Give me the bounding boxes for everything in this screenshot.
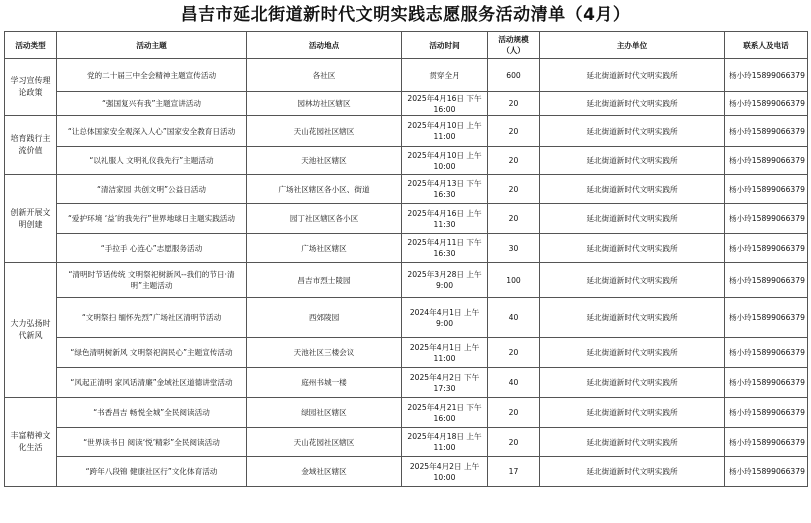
activity-scale-cell: 17 xyxy=(488,457,540,487)
activity-time-cell: 2025年4月13日 下午16:30 xyxy=(402,175,488,204)
header-place: 活动地点 xyxy=(247,32,402,59)
contact-cell: 杨小玲15899066379 xyxy=(725,116,808,147)
activity-theme-cell: “清明时节话传统 文明祭祀树新风--我们的节日·清明”主题活动 xyxy=(57,263,247,298)
table-row xyxy=(5,368,808,398)
contact-cell: 杨小玲15899066379 xyxy=(725,204,808,234)
contact-cell: 杨小玲15899066379 xyxy=(725,398,808,428)
organizer-cell: 延北街道新时代文明实践所 xyxy=(540,92,725,116)
table-row xyxy=(5,428,808,457)
contact-cell: 杨小玲15899066379 xyxy=(725,428,808,457)
activity-theme-cell: “跨年八段锦 健康社区行”文化体育活动 xyxy=(57,457,247,487)
activity-scale-cell: 100 xyxy=(488,263,540,298)
activity-place-cell: 广场社区辖区 xyxy=(247,234,402,263)
activity-time-cell: 2024年4月1日 上午9:00 xyxy=(402,298,488,338)
activity-type-cell: 大力弘扬时代新风 xyxy=(5,263,57,398)
activity-scale-cell: 600 xyxy=(488,59,540,92)
header-theme: 活动主题 xyxy=(57,32,247,59)
contact-cell: 杨小玲15899066379 xyxy=(725,59,808,92)
activity-theme-cell: “世界读书日 阅读‘悦’精彩”全民阅读活动 xyxy=(57,428,247,457)
activity-theme-cell: “书香昌吉 畅悦全城”全民阅读活动 xyxy=(57,398,247,428)
activity-theme-cell: “让总体国家安全观深入人心”国家安全教育日活动 xyxy=(57,116,247,147)
activity-place-cell: 园丁社区辖区各小区 xyxy=(247,204,402,234)
table-row xyxy=(5,263,808,298)
organizer-cell: 延北街道新时代文明实践所 xyxy=(540,204,725,234)
header-organizer: 主办单位 xyxy=(540,32,725,59)
organizer-cell: 延北街道新时代文明实践所 xyxy=(540,234,725,263)
table-row xyxy=(5,457,808,487)
activity-time-cell: 2025年4月11日 下午16:30 xyxy=(402,234,488,263)
contact-cell: 杨小玲15899066379 xyxy=(725,263,808,298)
activity-time-cell: 2025年3月28日 上午9:00 xyxy=(402,263,488,298)
activity-theme-cell: “绿色清明树新风 文明祭祀润民心”主题宣传活动 xyxy=(57,338,247,368)
activity-scale-cell: 20 xyxy=(488,92,540,116)
header-scale: 活动规模（人） xyxy=(488,32,540,59)
activity-place-cell: 广场社区辖区各小区、街道 xyxy=(247,175,402,204)
activity-time-cell: 2025年4月10日 上午10:00 xyxy=(402,147,488,175)
organizer-cell: 延北街道新时代文明实践所 xyxy=(540,338,725,368)
activity-place-cell: 庭州书城一楼 xyxy=(247,368,402,398)
activity-table xyxy=(4,31,808,487)
contact-cell: 杨小玲15899066379 xyxy=(725,147,808,175)
activity-scale-cell: 20 xyxy=(488,204,540,234)
activity-place-cell: 昌吉市烈士陵园 xyxy=(247,263,402,298)
organizer-cell: 延北街道新时代文明实践所 xyxy=(540,59,725,92)
contact-cell: 杨小玲15899066379 xyxy=(725,368,808,398)
activity-type-cell: 学习宣传理论政策 xyxy=(5,59,57,116)
activity-theme-cell: “爱护环境 ‘益’的我先行”世界地球日主题实践活动 xyxy=(57,204,247,234)
activity-type-cell: 创新开展文明创建 xyxy=(5,175,57,263)
header-time: 活动时间 xyxy=(402,32,488,59)
activity-theme-cell: “强国复兴有我”主题宣讲活动 xyxy=(57,92,247,116)
contact-cell: 杨小玲15899066379 xyxy=(725,338,808,368)
contact-cell: 杨小玲15899066379 xyxy=(725,92,808,116)
table-row xyxy=(5,59,808,92)
header-row xyxy=(5,32,808,59)
activity-place-cell: 绿园社区辖区 xyxy=(247,398,402,428)
activity-scale-cell: 20 xyxy=(488,147,540,175)
contact-cell: 杨小玲15899066379 xyxy=(725,234,808,263)
organizer-cell: 延北街道新时代文明实践所 xyxy=(540,368,725,398)
table-row xyxy=(5,175,808,204)
contact-cell: 杨小玲15899066379 xyxy=(725,457,808,487)
activity-place-cell: 天山花园社区辖区 xyxy=(247,116,402,147)
activity-scale-cell: 20 xyxy=(488,338,540,368)
organizer-cell: 延北街道新时代文明实践所 xyxy=(540,298,725,338)
activity-time-cell: 贯穿全月 xyxy=(402,59,488,92)
activity-place-cell: 园林坊社区辖区 xyxy=(247,92,402,116)
activity-scale-cell: 20 xyxy=(488,116,540,147)
organizer-cell: 延北街道新时代文明实践所 xyxy=(540,457,725,487)
table-row xyxy=(5,116,808,147)
table-row xyxy=(5,204,808,234)
table-row xyxy=(5,398,808,428)
activity-time-cell: 2025年4月2日 上午10:00 xyxy=(402,457,488,487)
table-row xyxy=(5,92,808,116)
activity-scale-cell: 40 xyxy=(488,298,540,338)
activity-place-cell: 各社区 xyxy=(247,59,402,92)
activity-scale-cell: 40 xyxy=(488,368,540,398)
organizer-cell: 延北街道新时代文明实践所 xyxy=(540,175,725,204)
activity-scale-cell: 20 xyxy=(488,398,540,428)
activity-place-cell: 天山花园社区辖区 xyxy=(247,428,402,457)
table-body xyxy=(5,59,808,487)
header-contact: 联系人及电话 xyxy=(725,32,808,59)
activity-place-cell: 西郊陵园 xyxy=(247,298,402,338)
activity-time-cell: 2025年4月10日 上午11:00 xyxy=(402,116,488,147)
table-row xyxy=(5,234,808,263)
activity-place-cell: 天池社区辖区 xyxy=(247,147,402,175)
table-row xyxy=(5,338,808,368)
contact-cell: 杨小玲15899066379 xyxy=(725,175,808,204)
activity-type-cell: 培育践行主流价值 xyxy=(5,116,57,175)
organizer-cell: 延北街道新时代文明实践所 xyxy=(540,263,725,298)
activity-theme-cell: 党的二十届三中全会精神主题宣传活动 xyxy=(57,59,247,92)
organizer-cell: 延北街道新时代文明实践所 xyxy=(540,398,725,428)
activity-theme-cell: “风起正清明 家风话清廉”金域社区道德讲堂活动 xyxy=(57,368,247,398)
table-row xyxy=(5,298,808,338)
table-row xyxy=(5,147,808,175)
activity-theme-cell: “手拉手 心连心”志愿服务活动 xyxy=(57,234,247,263)
activity-scale-cell: 30 xyxy=(488,234,540,263)
header-type: 活动类型 xyxy=(5,32,57,59)
activity-time-cell: 2025年4月16日 下午16:00 xyxy=(402,92,488,116)
activity-time-cell: 2025年4月2日 下午17:30 xyxy=(402,368,488,398)
activity-theme-cell: “清洁家园 共创文明”公益日活动 xyxy=(57,175,247,204)
activity-place-cell: 天池社区三楼会议 xyxy=(247,338,402,368)
activity-place-cell: 金域社区辖区 xyxy=(247,457,402,487)
activity-time-cell: 2025年4月18日 上午11:00 xyxy=(402,428,488,457)
contact-cell: 杨小玲15899066379 xyxy=(725,298,808,338)
organizer-cell: 延北街道新时代文明实践所 xyxy=(540,428,725,457)
activity-time-cell: 2025年4月16日 上午11:30 xyxy=(402,204,488,234)
activity-type-cell: 丰富精神文化生活 xyxy=(5,398,57,487)
activity-scale-cell: 20 xyxy=(488,175,540,204)
organizer-cell: 延北街道新时代文明实践所 xyxy=(540,147,725,175)
activity-theme-cell: “以礼服人 文明礼仪我先行”主题活动 xyxy=(57,147,247,175)
organizer-cell: 延北街道新时代文明实践所 xyxy=(540,116,725,147)
activity-theme-cell: “文明祭扫 缅怀先烈”广场社区清明节活动 xyxy=(57,298,247,338)
activity-time-cell: 2025年4月21日 下午16:00 xyxy=(402,398,488,428)
activity-scale-cell: 20 xyxy=(488,428,540,457)
activity-time-cell: 2025年4月1日 上午11:00 xyxy=(402,338,488,368)
page-title: 昌吉市延北街道新时代文明实践志愿服务活动清单（4月） xyxy=(180,5,631,25)
